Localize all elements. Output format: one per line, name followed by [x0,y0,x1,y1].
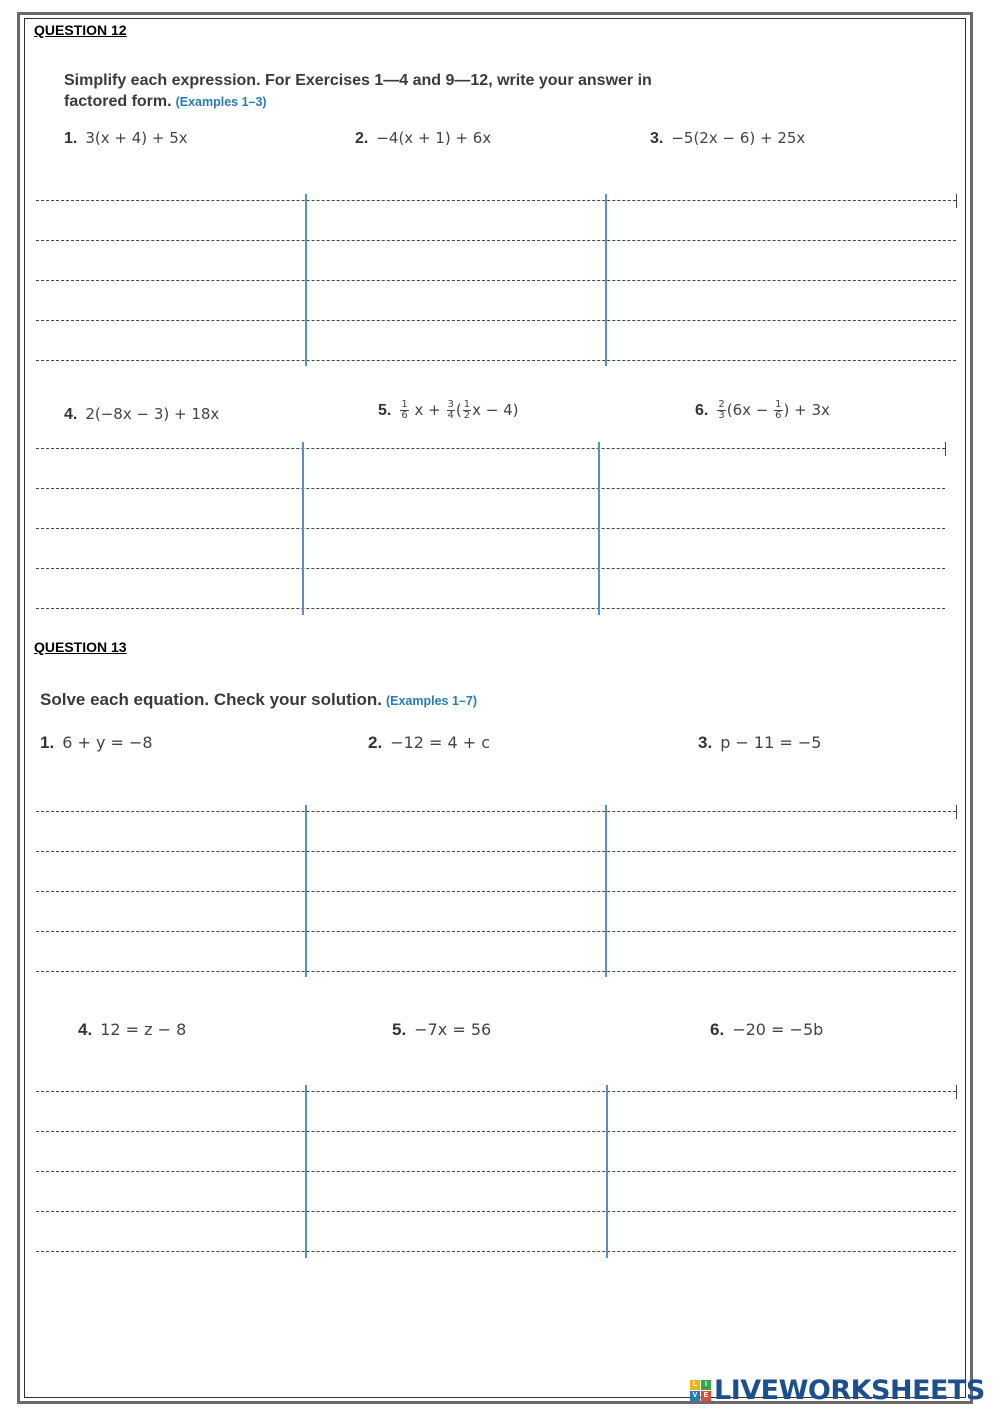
exercise-number: 5. [378,402,392,419]
column-divider [605,194,607,366]
column-divider [606,1085,608,1258]
q13-exercise-3 [698,733,821,753]
q13-answer-grid-row1 [36,805,956,977]
q13-exercise-4 [78,1020,186,1040]
line-end-tick [956,805,957,819]
answer-line [36,931,956,932]
column-divider [598,442,600,615]
fraction: $\frac{1}{6}$ [401,399,408,421]
q12-exercise-6 [695,400,830,421]
q13-exercise-6 [710,1020,823,1040]
exercise-number: 3. [650,130,664,147]
answer-line [36,1211,956,1212]
exercise-expression: 3(x + 4) + 5x [85,129,188,147]
exercise-number: 6. [710,1020,725,1039]
exercise-expression: 6 + y = −8 [62,733,153,752]
answer-line [36,528,945,529]
column-divider [302,442,304,615]
answer-line [36,851,956,852]
answer-line [36,360,956,361]
answer-line [36,568,945,569]
q12-answer-grid-row1 [36,194,956,366]
q12-examples-ref: (Examples 1–3) [175,95,267,109]
column-divider [305,1085,307,1258]
fraction: $\frac{2}{3}$ [718,399,725,421]
answer-line [36,240,956,241]
question-12-title: QUESTION 12 [34,22,127,38]
exercise-expression: −4(x + 1) + 6x [376,129,492,147]
exercise-number: 3. [698,733,713,752]
exercise-expression: −5(2x − 6) + 25x [671,129,806,147]
q13-exercise-1 [40,733,153,753]
exercise-expression: $\frac{1}{6}$ x + $\frac{3}{4}$ ( $\frac{1}{2}$ x − 4) [401,399,519,421]
answer-line [36,200,956,201]
answer-line [36,608,945,609]
q12-exercise-4 [64,405,219,424]
question-13-title: QUESTION 13 [34,639,127,655]
q13-instruction [40,689,477,712]
answer-line [36,811,956,812]
exercise-expression: p − 11 = −5 [720,733,822,752]
answer-line [36,1131,956,1132]
answer-line [36,1091,956,1092]
fraction: $\frac{1}{2}$ [463,399,471,421]
answer-line [36,280,956,281]
column-divider [305,194,307,366]
answer-line [36,488,945,489]
liveworksheets-logo-icon: L I V E [690,1380,711,1401]
q12-instruction-line2: factored form. [64,93,172,110]
exercise-number: 2. [355,130,369,147]
exercise-number: 2. [368,733,383,752]
q12-exercise-1 [64,129,188,148]
exercise-expression: −7x = 56 [414,1020,492,1039]
line-end-tick [956,194,957,208]
q12-exercise-5 [378,400,519,421]
line-end-tick [956,1085,957,1099]
fraction: $\frac{1}{6}$ [775,399,782,421]
q12-instruction-line1: Simplify each expression. For Exercises 1—4 and 9—12, write your answer in [64,72,652,89]
exercise-expression: −20 = −5b [732,1020,824,1039]
exercise-number: 5. [392,1020,407,1039]
fraction: $\frac{3}{4}$ [447,399,454,421]
answer-line [36,1171,956,1172]
q12-instruction [64,70,652,113]
exercise-expression: 12 = z − 8 [100,1020,187,1039]
q13-examples-ref: (Examples 1–7) [385,694,477,708]
exercise-expression: 2(−8x − 3) + 18x [85,405,220,423]
exercise-number: 6. [695,402,709,419]
column-divider [305,805,307,977]
q12-answer-grid-row2 [36,442,945,615]
q13-answer-grid-row2 [36,1085,956,1258]
exercise-expression: −12 = 4 + c [390,733,491,752]
exercise-number: 1. [64,130,78,147]
q12-exercise-2 [355,129,491,148]
exercise-number: 4. [64,406,78,423]
q12-exercise-3 [650,129,805,148]
exercise-expression: $\frac{2}{3}$ (6x − $\frac{1}{6}$ ) + 3x [718,399,830,421]
answer-line [36,891,956,892]
q13-exercise-5 [392,1020,491,1040]
liveworksheets-logo [690,1374,985,1406]
liveworksheets-wordmark: LIVEWORKSHEETS [714,1374,985,1406]
answer-line [36,320,956,321]
exercise-number: 1. [40,733,55,752]
line-end-tick [945,442,946,456]
q13-instruction-text: Solve each equation. Check your solution. [40,690,382,709]
q13-exercise-2 [368,733,490,753]
answer-line [36,1251,956,1252]
answer-line [36,971,956,972]
column-divider [605,805,607,977]
answer-line [36,448,945,449]
exercise-number: 4. [78,1020,93,1039]
